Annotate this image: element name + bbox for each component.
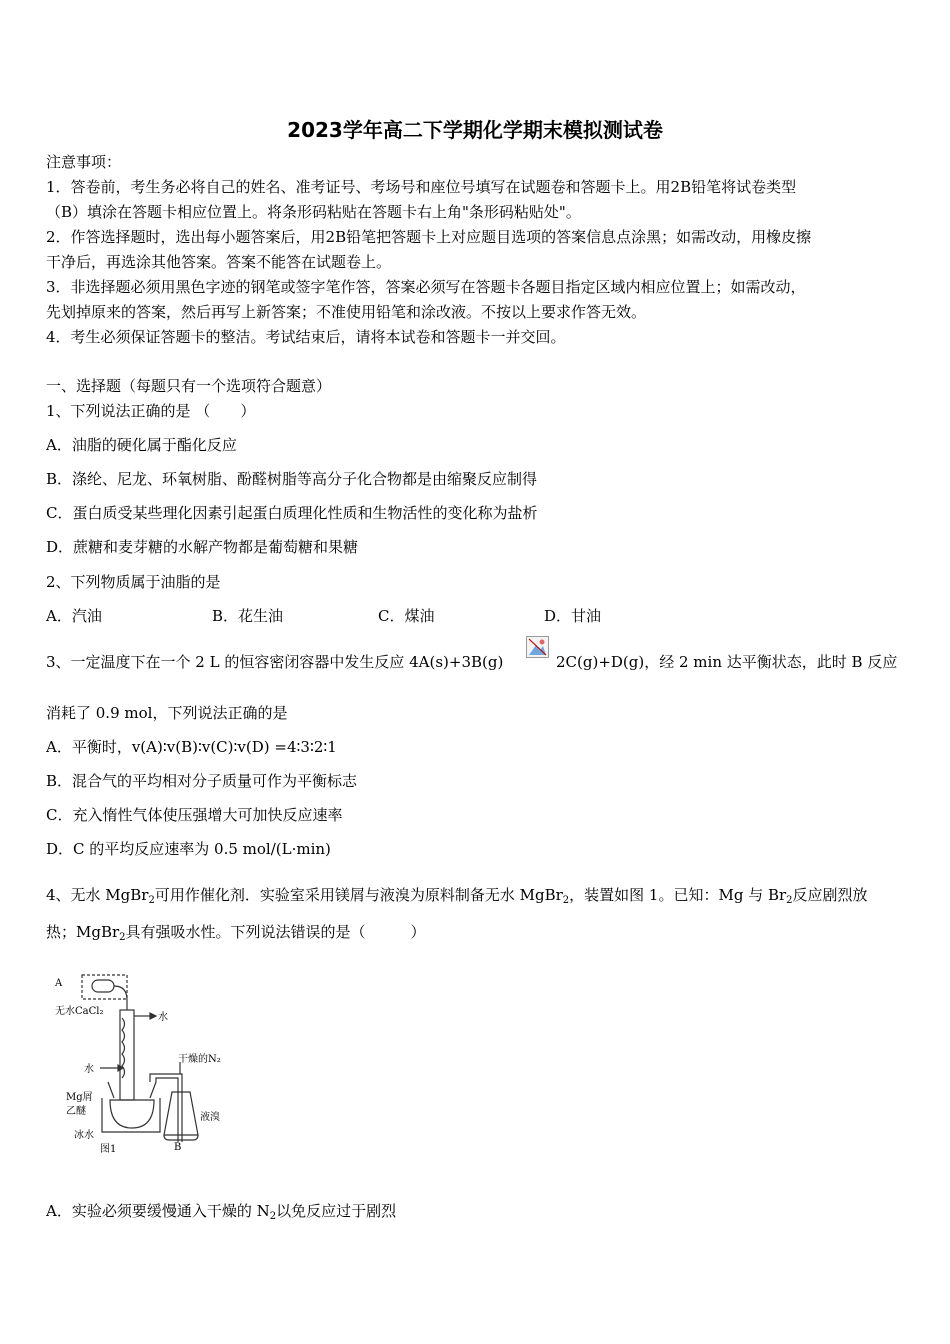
question-3-option-d: D．C 的平均反应速率为 0.5 mol/(L·min) <box>46 840 331 858</box>
question-3-option-b: B．混合气的平均相对分子质量可作为平衡标志 <box>46 772 358 790</box>
label-water-out: 水 <box>158 1012 168 1023</box>
question-3-option-a: A．平衡时，v(A)∶v(B)∶v(C)∶v(D) =4∶3∶2∶1 <box>46 738 337 756</box>
notice-heading: 注意事项： <box>46 153 122 171</box>
notice-line: 2．作答选择题时，选出每小题答案后，用2B铅笔把答题卡上对应题目选项的答案信息点涂黑；如需改动，用橡皮擦 <box>46 228 812 246</box>
label-ice: 冰水 <box>74 1130 94 1141</box>
label-ether: 乙醚 <box>66 1106 86 1117</box>
question-3-stem-line2: 消耗了 0.9 mol，下列说法正确的是 <box>46 704 288 722</box>
notice-line: （B）填涂在答题卡相应位置上。将条形码粘贴在答题卡右上角"条形码粘贴处"。 <box>46 203 581 221</box>
question-1-option-c: C．蛋白质受某些理化因素引起蛋白质理化性质和生物活性的变化称为盐析 <box>46 504 538 522</box>
label-mg: Mg屑 <box>66 1092 93 1103</box>
question-4-line1 <box>46 884 868 905</box>
subscript: 2 <box>269 1211 277 1222</box>
subscript: 2 <box>119 932 126 943</box>
question-2-option-c: C．煤油 <box>378 607 435 625</box>
question-4-option-a <box>46 1200 396 1221</box>
apparatus-figure <box>52 970 232 1160</box>
subscript: 2 <box>786 895 793 906</box>
label-b: B <box>174 1142 182 1153</box>
apparatus-diagram <box>52 970 232 1160</box>
section-heading: 一、选择题（每题只有一个选项符合题意） <box>46 377 332 395</box>
question-2-stem: 2、下列物质属于油脂的是 <box>46 573 221 591</box>
figure-caption: 图1 <box>100 1144 117 1155</box>
question-3-option-c: C．充入惰性气体使压强增大可加快反应速率 <box>46 806 343 824</box>
notice-line: 先划掉原来的答案，然后再写上新答案；不准使用铅笔和涂改液。不按以上要求作答无效。 <box>46 303 647 321</box>
equilibrium-arrow-icon <box>526 636 549 658</box>
question-4-option-a-text: A．实验必须要缓慢通入干燥的 N <box>46 1202 270 1220</box>
question-3-stem-part1: 3、一定温度下在一个 2 L 的恒容密闭容器中发生反应 4A(s)+3B(g) <box>46 653 504 671</box>
label-n2: 干燥的N₂ <box>178 1054 221 1065</box>
question-1-option-a: A．油脂的硬化属于酯化反应 <box>46 436 237 454</box>
question-4-option-a-text: 以免反应过于剧烈 <box>276 1202 397 1220</box>
label-a: A <box>55 978 63 989</box>
notice-line: 干净后，再选涂其他答案。答案不能答在试题卷上。 <box>46 253 392 271</box>
subscript: 2 <box>562 895 570 906</box>
subscript: 2 <box>148 895 155 906</box>
label-cacl2: 无水CaCl₂ <box>55 1006 104 1017</box>
question-1-stem: 1、下列说法正确的是 （ ） <box>46 402 256 420</box>
question-1-option-d: D．蔗糖和麦芽糖的水解产物都是葡萄糖和果糖 <box>46 538 359 556</box>
question-4-line2 <box>46 921 426 942</box>
label-water-in: 水 <box>84 1064 94 1075</box>
question-2-option-a: A．汽油 <box>46 607 102 625</box>
question-2-option-d: D．甘油 <box>544 607 602 625</box>
question-4-text: ，装置如图 1。已知：Mg 与 Br <box>569 886 787 904</box>
question-1-option-b: B．涤纶、尼龙、环氧树脂、酚醛树脂等高分子化合物都是由缩聚反应制得 <box>46 470 538 488</box>
question-2-option-b: B．花生油 <box>212 607 284 625</box>
question-3-stem-part2: 2C(g)+D(g)，经 2 min 达平衡状态，此时 B 反应 <box>556 653 898 671</box>
question-4-text: 反应剧烈放 <box>792 886 868 904</box>
label-br: 液溴 <box>200 1112 220 1123</box>
question-4-text: 4、无水 MgBr <box>46 886 149 904</box>
notice-line: 3．非选择题必须用黑色字迹的钢笔或签字笔作答，答案必须写在答题卡各题目指定区域内相应位置上；如需改动， <box>46 278 806 296</box>
notice-line: 4．考生必须保证答题卡的整洁。考试结束后，请将本试卷和答题卡一并交回。 <box>46 328 566 346</box>
page-title: 2023学年高二下学期化学期末模拟测试卷 <box>287 118 663 142</box>
question-4-text: 热；MgBr <box>46 923 120 941</box>
notice-line: 1．答卷前，考生务必将自己的姓名、准考证号、考场号和座位号填写在试题卷和答题卡上。用2B铅笔将试卷类型 <box>46 178 797 196</box>
question-4-text: 可用作催化剂．实验室采用镁屑与液溴为原料制备无水 MgBr <box>154 886 563 904</box>
question-4-text: 具有强吸水性。下列说法错误的是（ ） <box>125 923 426 941</box>
